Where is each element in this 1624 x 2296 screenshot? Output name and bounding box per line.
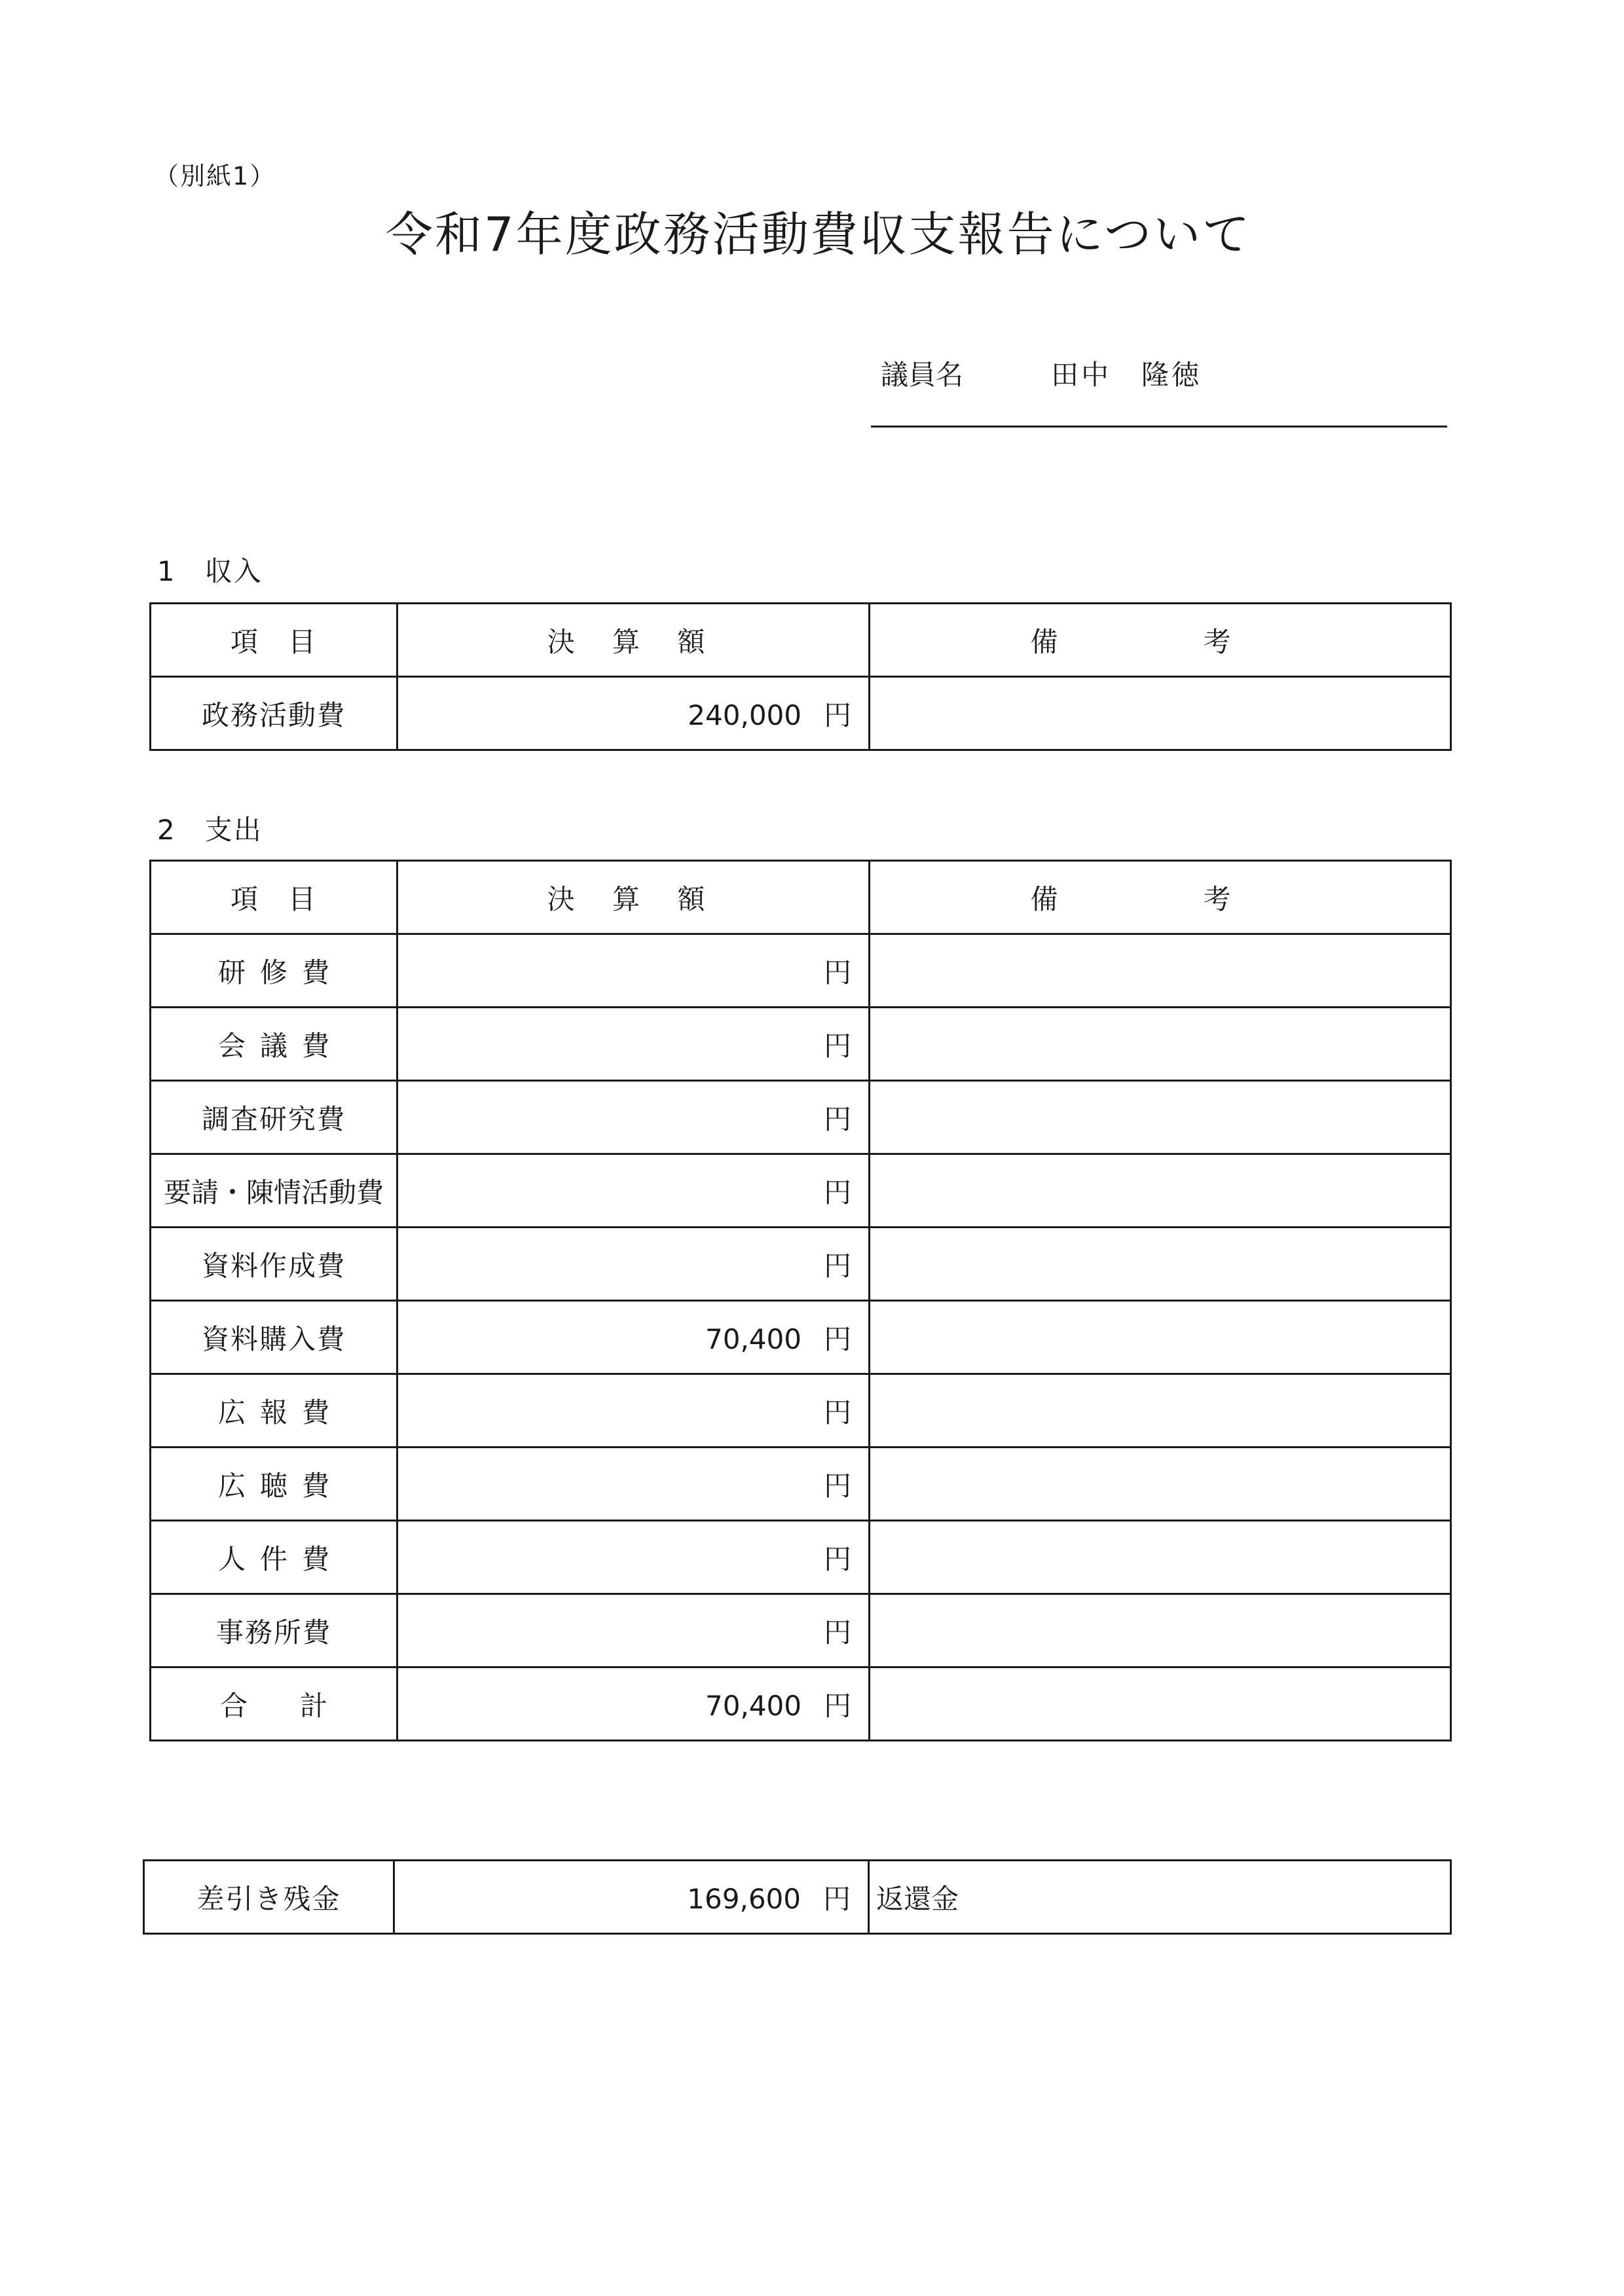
expense-item-cell: 人件費	[151, 1521, 397, 1594]
yen-unit: 円	[822, 1882, 851, 1915]
expense-row-meeting	[151, 1008, 1451, 1081]
expense-row-document-purchase	[151, 1301, 1451, 1374]
expense-amount-cell	[397, 1594, 870, 1667]
page-title: 令和7年度政務活動費収支報告について	[385, 207, 1252, 262]
expense-row-total	[151, 1667, 1451, 1741]
expense-note-cell	[870, 1448, 1451, 1521]
expense-total-label: 合計	[151, 1667, 397, 1741]
expense-amount-cell	[397, 1008, 870, 1081]
appendix-label: （別紙1）	[154, 162, 276, 191]
income-header-row	[151, 604, 1451, 677]
yen-unit: 円	[823, 1396, 851, 1429]
expense-amount-cell	[397, 1228, 870, 1301]
yen-unit: 円	[823, 1616, 851, 1649]
expense-note-cell	[870, 1594, 1451, 1667]
yen-unit: 円	[823, 699, 851, 731]
expense-row-personnel	[151, 1521, 1451, 1594]
expense-item-cell: 資料購入費	[151, 1301, 397, 1374]
member-name: 田中 隆徳	[1051, 359, 1202, 391]
expense-header-amount: 決 算 額	[397, 861, 870, 934]
yen-unit: 円	[823, 1029, 851, 1062]
expense-item-cell: 資料作成費	[151, 1228, 397, 1301]
amount-value: 70,400	[705, 1322, 802, 1355]
expense-note-cell	[870, 1301, 1451, 1374]
expense-table	[149, 860, 1452, 1741]
expense-note-cell	[870, 1081, 1451, 1154]
yen-unit: 円	[823, 1469, 851, 1502]
expense-amount-cell	[397, 1154, 870, 1228]
balance-table	[143, 1859, 1452, 1935]
member-label: 議員名	[881, 359, 964, 391]
balance-item-cell: 差引き残金	[144, 1861, 394, 1934]
expense-item-cell: 広報費	[151, 1374, 397, 1448]
expense-note-cell	[870, 1228, 1451, 1301]
expense-row-office	[151, 1594, 1451, 1667]
income-table	[149, 602, 1452, 751]
expense-amount-cell	[397, 1448, 870, 1521]
amount-value: 169,600	[687, 1882, 801, 1915]
amount-value: 70,400	[705, 1689, 802, 1722]
expense-item-cell: 広聴費	[151, 1448, 397, 1521]
expense-note-cell	[870, 1008, 1451, 1081]
yen-unit: 円	[823, 956, 851, 989]
expense-item-cell: 要請・陳情活動費	[151, 1154, 397, 1228]
expense-note-cell	[870, 1154, 1451, 1228]
yen-unit: 円	[823, 1249, 851, 1282]
expense-note-cell	[870, 1667, 1451, 1741]
expense-row-document-creation	[151, 1228, 1451, 1301]
expense-total-amount-cell	[397, 1667, 870, 1741]
yen-unit: 円	[823, 1542, 851, 1575]
signature-underline	[871, 426, 1447, 428]
balance-row	[144, 1861, 1451, 1934]
expense-row-publicity	[151, 1374, 1451, 1448]
expense-item-cell: 事務所費	[151, 1594, 397, 1667]
yen-unit: 円	[823, 1689, 851, 1722]
income-header-item: 項 目	[151, 604, 397, 677]
expense-header-row	[151, 861, 1451, 934]
income-item-cell: 政務活動費	[151, 677, 397, 750]
expense-note-cell	[870, 934, 1451, 1008]
income-row	[151, 677, 1451, 750]
expense-header-item: 項 目	[151, 861, 397, 934]
expense-amount-cell	[397, 1374, 870, 1448]
expense-item-cell: 研修費	[151, 934, 397, 1008]
expense-row-hearing	[151, 1448, 1451, 1521]
expense-row-petition	[151, 1154, 1451, 1228]
expense-row-research	[151, 1081, 1451, 1154]
income-header-note: 備 考	[870, 604, 1451, 677]
yen-unit: 円	[823, 1102, 851, 1135]
income-header-amount: 決 算 額	[397, 604, 870, 677]
expense-item-cell: 調査研究費	[151, 1081, 397, 1154]
expense-header-note: 備 考	[870, 861, 1451, 934]
balance-amount-cell	[394, 1861, 869, 1934]
expense-section-label: 2 支出	[157, 814, 263, 846]
expense-note-cell	[870, 1521, 1451, 1594]
yen-unit: 円	[823, 1322, 851, 1355]
expense-row-training	[151, 934, 1451, 1008]
income-section-label: 1 収入	[157, 555, 263, 587]
amount-value: 240,000	[688, 699, 802, 731]
income-note-cell	[870, 677, 1451, 750]
balance-note-cell: 返還金	[869, 1861, 1451, 1934]
expense-note-cell	[870, 1374, 1451, 1448]
expense-item-cell: 会議費	[151, 1008, 397, 1081]
expense-amount-cell	[397, 1081, 870, 1154]
expense-amount-cell	[397, 1521, 870, 1594]
yen-unit: 円	[823, 1176, 851, 1209]
expense-amount-cell	[397, 1301, 870, 1374]
income-amount-cell	[397, 677, 870, 750]
expense-amount-cell	[397, 934, 870, 1008]
